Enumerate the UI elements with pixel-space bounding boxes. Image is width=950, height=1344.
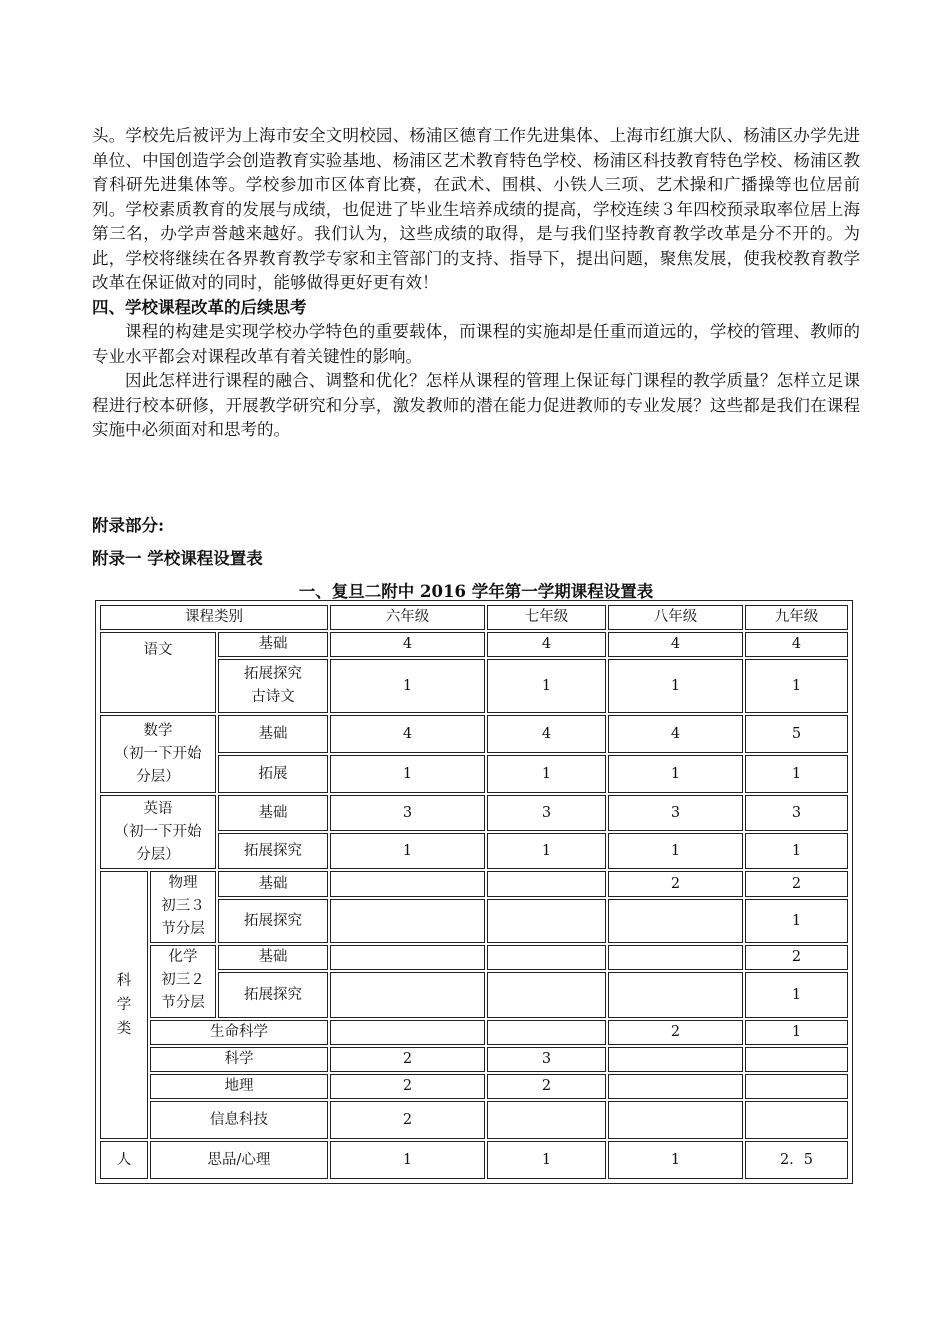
table-row xyxy=(100,871,848,897)
table-cell: 1 xyxy=(608,833,743,869)
table-cell xyxy=(487,972,606,1018)
physics-extend-label: 拓展探究 xyxy=(218,899,328,943)
table-cell: 1 xyxy=(330,1141,485,1179)
math-basic-label: 基础 xyxy=(218,715,328,753)
subject-physics-line2: 初三３ xyxy=(161,898,205,914)
table-cell: 3 xyxy=(487,795,606,831)
subject-physics-line1: 物理 xyxy=(168,875,198,891)
table-row xyxy=(100,1047,848,1072)
table-cell: 2 xyxy=(608,871,743,897)
english-extend-label: 拓展探究 xyxy=(218,833,328,869)
geography-label: 地理 xyxy=(150,1074,328,1099)
table-cell: 2 xyxy=(330,1047,485,1072)
chemistry-basic-label: 基础 xyxy=(218,945,328,970)
table-row xyxy=(100,715,848,753)
general-science-label: 科学 xyxy=(150,1047,328,1072)
table-cell xyxy=(608,1047,743,1072)
subject-chemistry-line1: 化学 xyxy=(168,949,198,965)
table-cell: 1 xyxy=(745,1020,848,1045)
table-cell: 2 xyxy=(745,871,848,897)
table-cell: 3 xyxy=(608,795,743,831)
table-cell: 2 xyxy=(330,1074,485,1099)
course-table-frame xyxy=(95,600,853,1184)
header-grade8: 八年级 xyxy=(608,605,743,630)
appendix1-title: 附录一 学校课程设置表 xyxy=(92,549,263,568)
table-row xyxy=(100,1101,848,1139)
category-science xyxy=(100,871,148,1139)
category-science-char1: 科 xyxy=(116,973,132,989)
table-cell: 1 xyxy=(745,833,848,869)
table-title: 一、复旦二附中 2016 学年第一学期课程设置表 xyxy=(298,582,654,601)
table-cell xyxy=(487,871,606,897)
table-cell xyxy=(608,945,743,970)
table-cell: 1 xyxy=(330,755,485,793)
table-cell: 4 xyxy=(745,632,848,657)
table-cell: 3 xyxy=(745,795,848,831)
subject-chinese: 语文 xyxy=(100,632,216,713)
subject-english xyxy=(100,795,216,869)
table-cell xyxy=(608,1101,743,1139)
table-cell: 1 xyxy=(487,659,606,713)
subject-chemistry-line3: 节分层 xyxy=(161,995,205,1011)
course-schedule-table xyxy=(98,603,850,1181)
table-cell: 1 xyxy=(487,833,606,869)
table-row xyxy=(100,795,848,831)
table-cell: 2．5 xyxy=(745,1141,848,1179)
chinese-basic-label: 基础 xyxy=(218,632,328,657)
table-cell: 2 xyxy=(330,1101,485,1139)
section4-heading: 四、学校课程改革的后续思考 xyxy=(92,297,307,317)
table-cell: 2 xyxy=(608,1020,743,1045)
appendix-heading: 附录部分: xyxy=(92,516,165,535)
ethics-label: 思品/心理 xyxy=(150,1141,328,1179)
subject-chemistry-line2: 初三２ xyxy=(161,972,205,988)
table-cell xyxy=(745,1074,848,1099)
table-cell xyxy=(487,899,606,943)
table-cell: 1 xyxy=(745,899,848,943)
header-grade9: 九年级 xyxy=(745,605,848,630)
english-basic-label: 基础 xyxy=(218,795,328,831)
table-cell xyxy=(487,1020,606,1045)
subject-chemistry xyxy=(150,945,216,1018)
chemistry-extend-label: 拓展探究 xyxy=(218,972,328,1018)
table-cell: 1 xyxy=(330,659,485,713)
math-extend-label: 拓展 xyxy=(218,755,328,793)
table-cell: 3 xyxy=(487,1047,606,1072)
table-cell: 4 xyxy=(487,632,606,657)
table-cell: 1 xyxy=(608,659,743,713)
table-cell: 4 xyxy=(608,632,743,657)
table-row xyxy=(100,945,848,970)
subject-english-line1: 英语 xyxy=(143,800,173,817)
table-cell: 4 xyxy=(330,715,485,753)
table-cell xyxy=(330,871,485,897)
header-category: 课程类别 xyxy=(100,605,328,630)
category-humanities: 人 xyxy=(100,1141,148,1179)
document-body xyxy=(92,124,860,443)
table-row xyxy=(100,1020,848,1045)
category-science-char3: 类 xyxy=(116,1021,132,1037)
subject-physics-line3: 节分层 xyxy=(161,921,205,937)
table-cell xyxy=(330,899,485,943)
category-science-char2: 学 xyxy=(116,997,132,1013)
chinese-extend-label xyxy=(218,659,328,713)
table-cell: 2 xyxy=(487,1074,606,1099)
table-cell xyxy=(330,972,485,1018)
section4-paragraph-1: 课程的构建是实现学校办学特色的重要载体，而课程的实施却是任重而道远的，学校的管理、教师的专业水平都会对课程改革有着关键性的影响。 xyxy=(92,322,860,366)
table-cell: 1 xyxy=(330,833,485,869)
subject-english-line3: 分层） xyxy=(136,846,180,863)
subject-math-line3: 分层） xyxy=(136,768,180,785)
table-cell: 4 xyxy=(330,632,485,657)
it-label: 信息科技 xyxy=(150,1101,328,1139)
life-science-label: 生命科学 xyxy=(150,1020,328,1045)
subject-math-line2: （初一下开始 xyxy=(114,745,202,762)
table-row xyxy=(100,632,848,657)
table-cell xyxy=(330,945,485,970)
table-cell: 2 xyxy=(745,945,848,970)
intro-paragraph: 头。学校先后被评为上海市安全文明校园、杨浦区德育工作先进集体、上海市红旗大队、杨浦区办学先进单位、中国创造学会创造教育实验基地、杨浦区艺术教育特色学校、杨浦区科技教育特色学校、杨浦区教育科研先进集体等。学校参加市区体育比赛，在武术、围棋、小铁人三项、艺术操和广播操等也位居前列。学校素质教育的发展与成绩，也促进了毕业生培养成绩的提高，学校连续３年四校预录取率位居上海第三名，办学声誉越来越好。我们认为，这些成绩的取得，是与我们坚持教育教学改革是分不开的。为此，学校将继续在各界教育教学专家和主管部门的支持、指导下，提出问题，聚焦发展，使我校教育教学改革在保证做对的同时，能够做得更好更有效！ xyxy=(92,126,860,292)
table-cell: 1 xyxy=(608,1141,743,1179)
table-cell: 3 xyxy=(330,795,485,831)
table-row xyxy=(100,1074,848,1099)
table-cell xyxy=(608,1074,743,1099)
table-cell: 1 xyxy=(608,755,743,793)
section4-paragraph-2: 因此怎样进行课程的融合、调整和优化？怎样从课程的管理上保证每门课程的教学质量？怎样立足课程进行校本研修，开展教学研究和分享，激发教师的潜在能力促进教师的专业发展？这些都是我们在课程实施中必须面对和思考的。 xyxy=(92,371,860,439)
table-cell: 4 xyxy=(608,715,743,753)
table-cell xyxy=(608,972,743,1018)
table-cell xyxy=(745,1047,848,1072)
table-cell xyxy=(487,945,606,970)
physics-basic-label: 基础 xyxy=(218,871,328,897)
table-cell: 1 xyxy=(487,1141,606,1179)
table-cell: 4 xyxy=(487,715,606,753)
table-cell: 1 xyxy=(487,755,606,793)
subject-math xyxy=(100,715,216,793)
table-cell: 1 xyxy=(745,972,848,1018)
table-cell xyxy=(608,899,743,943)
subject-physics xyxy=(150,871,216,943)
chinese-extend-label-line1: 拓展探究 xyxy=(244,666,302,682)
table-cell: 1 xyxy=(745,659,848,713)
table-cell: 1 xyxy=(745,755,848,793)
chinese-extend-label-line2: 古诗文 xyxy=(251,689,295,705)
table-cell xyxy=(487,1101,606,1139)
table-cell: 5 xyxy=(745,715,848,753)
table-cell xyxy=(745,1101,848,1139)
header-grade6: 六年级 xyxy=(330,605,485,630)
table-row xyxy=(100,1141,848,1179)
subject-english-line2: （初一下开始 xyxy=(114,823,202,840)
header-grade7: 七年级 xyxy=(487,605,606,630)
subject-math-line1: 数学 xyxy=(143,722,173,739)
table-header-row xyxy=(100,605,848,630)
table-cell xyxy=(330,1020,485,1045)
